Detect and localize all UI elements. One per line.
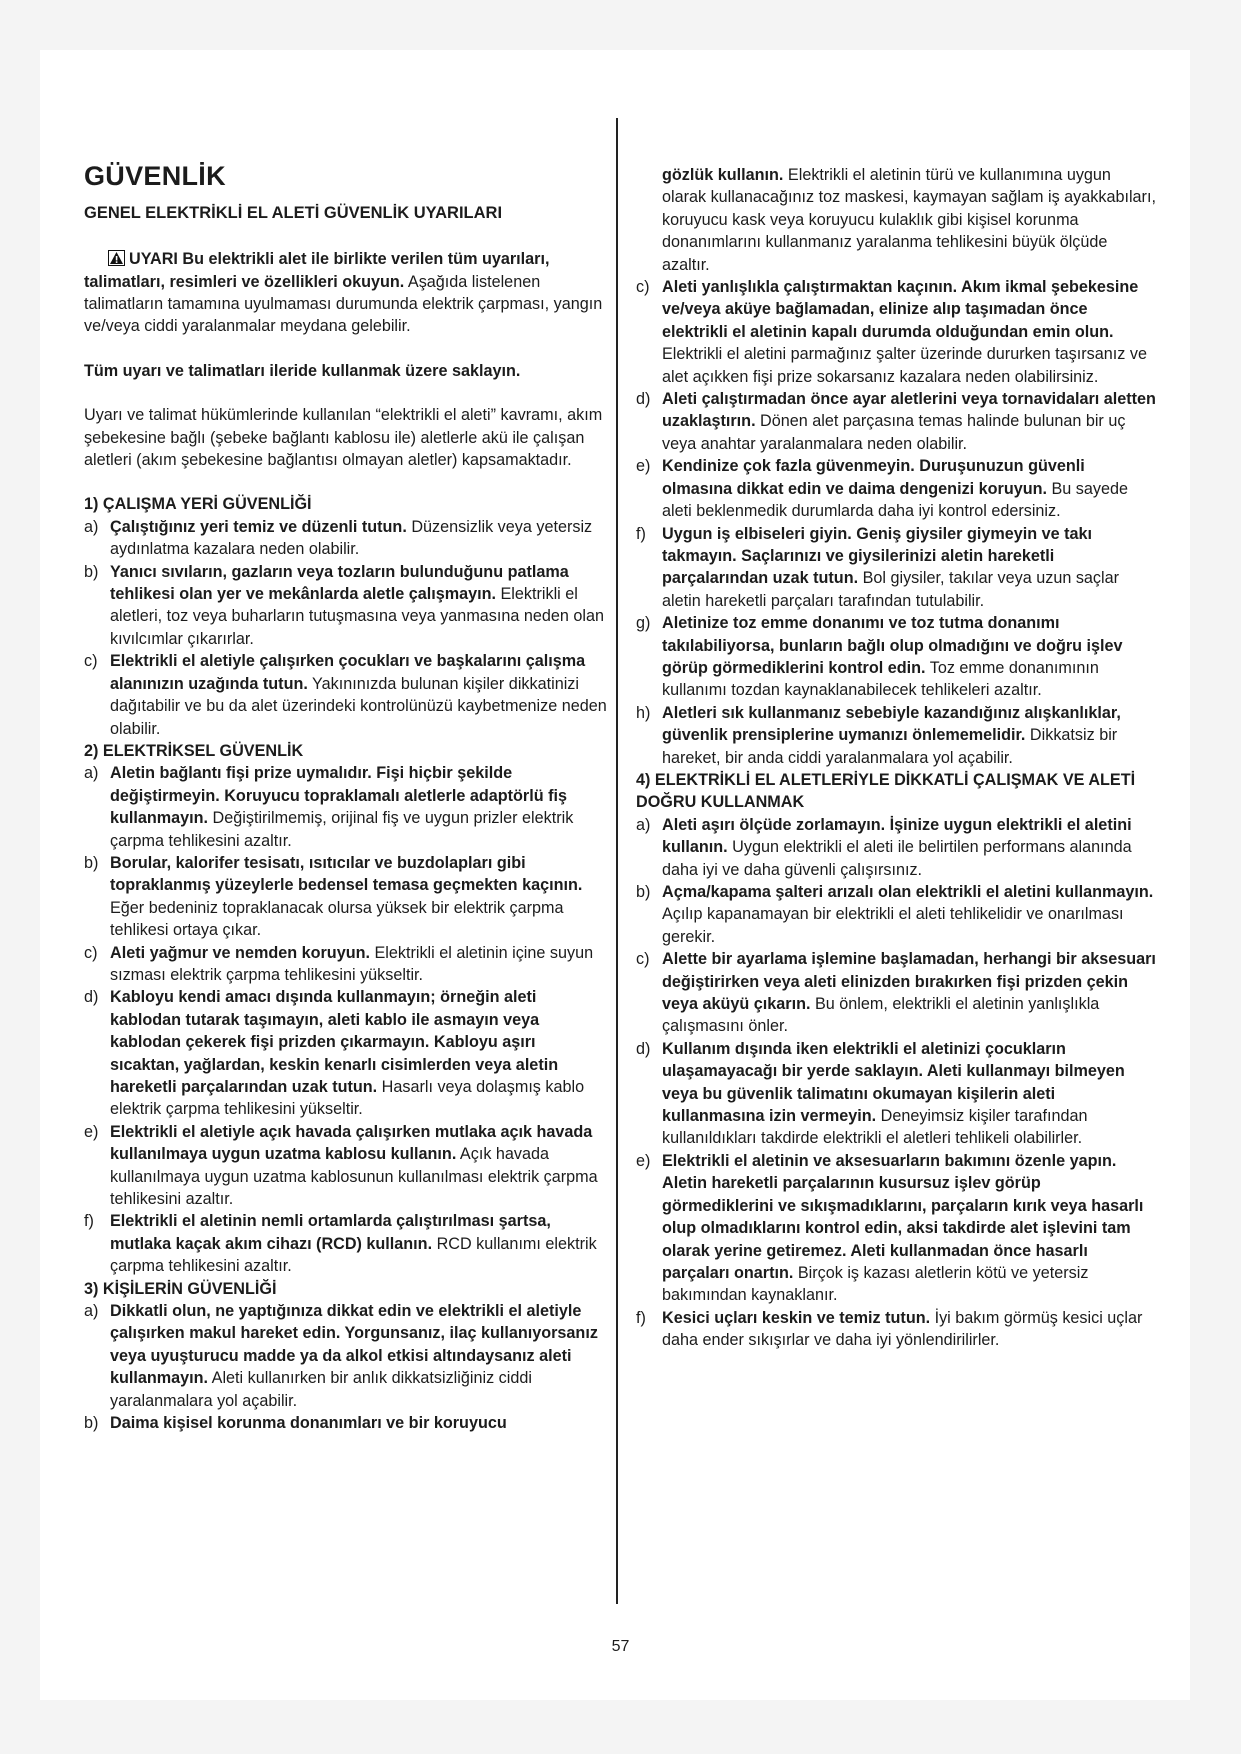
list-item: c) Aleti yağmur ve nemden koruyun. Elektrikli el aletinin içine suyun sızması elektrik çarpma tehlikesini yükseltir. [84,943,594,984]
list-item: h) Aletleri sık kullanmanız sebebiyle kazandığınız alışkanlıklar, güvenlik prensiplerine uymanızı önlememelidir. Dikkatsiz bir hareket, bir anda ciddi yaralanmalara yol açabilir. [636,703,1121,767]
list-item: g) Aletinize toz emme donanımı ve toz tutma donanımı takılabiliyorsa, bunların bağlı olup olmadığını ve doğru işlev görüp görmediklerini kontrol edin. Toz emme donanımının kullanımı tozdan kaynaklanabilecek tehlikeleri azaltır. [636,614,1123,700]
list-item: b) Daima kişisel korunma donanımları ve bir koruyucu [84,1414,507,1433]
section-2-title: 2) ELEKTRİKSEL GÜVENLİK [84,741,304,760]
section-1-title: 1) ÇALIŞMA YERİ GÜVENLİĞİ [84,495,312,514]
list-item: d) Kullanım dışında iken elektrikli el aletinizi çocukların ulaşamayacağı bir yerde saklayın. Aleti kullanmayı bilmeyen veya bu güvenlik talimatını okumayan kişilerin aleti kullanmasına izin vermeyin. Deneyimsiz kişiler tarafından kullanıldıkları takdirde elektrikli el aletleri tehlikeli olabilirler. [636,1039,1125,1148]
section-3-title: 3) KİŞİLERİN GÜVENLİĞİ [84,1279,277,1298]
list-item: b) Açma/kapama şalteri arızalı olan elektrikli el aletini kullanmayın. Açılıp kapanamayan bir elektrikli el aleti tehlikelidir ve onarılması gerekir. [636,883,1154,946]
right-column [636,164,1156,1352]
list-item: c) Alette bir ayarlama işlemine başlamadan, herhangi bir aksesuarı değiştirirken veya aleti elinizden bırakırken fişi prizden çekin veya aküyü çıkarın. Bu önlem, elektrikli el aletinin yanlışlıkla çalışmasını önler. [636,950,1156,1036]
page-number: 57 [611,1638,630,1655]
page-subtitle: GENEL ELEKTRİKLİ EL ALETİ GÜVENLİK UYARILARI [84,204,503,223]
list-item: f) Kesici uçları keskin ve temiz tutun. İyi bakım görmüş kesici uçlar daha ender sıkışırlar ve daha iyi yönlendirilirler. [636,1308,1143,1350]
warning-text: Aşağıda listelenen talimatların tamamına uyulmaması durumunda elektrik çarpması, yangın ve/veya ciddi yaralanmalar meydana gelebilir. [84,272,603,336]
page-title: GÜVENLİK [84,161,226,191]
list-item: e) Elektrikli el aletiyle açık havada çalışırken mutlaka açık havada kullanılmaya uygun uzatma kablosu kullanın. Açık havada kullanılmaya uygun uzatma kablosunun kullanılması elektrik çarpma tehlikesini azaltır. [84,1122,598,1209]
list-item: f) Uygun iş elbiseleri giyin. Geniş giysiler giymeyin ve takı takmayın. Saçlarınızı ve giysilerinizi aletin hareketli parçalarından uzak tutun. Bol giysiler, takılar veya uzun saçlar aletin hareketli parçaları tarafından tutulabilir. [636,524,1120,610]
list-item-continued: gözlük kullanın. Elektrikli el aletinin türü ve kullanımına uygun olarak kullanacağınız toz maskesi, kaymayan sağlam iş ayakkabıları, koruyucu kask veya koruyucu kulaklık gibi kişisel korunma donanımlarını kullanmanız yaralanma tehlikesini büyük ölçüde azaltır. [662,166,1156,274]
list-item: c) Aleti yanlışlıkla çalıştırmaktan kaçının. Akım ikmal şebekesine ve/veya aküye bağlamadan, elinize alıp taşımadan önce elektrikli el aletinin kapalı durumda olduğundan emin olun. Elektrikli el aletini parmağınız şalter üzerinde dururken taşırsanız ve alet açıkken fişi prize sokarsanız kazalara neden olabilirsiniz. [636,278,1147,386]
list-item: d) Aleti çalıştırmadan önce ayar aletlerini veya tornavidaları aletten uzaklaştırın. Dönen alet parçasına temas halinde bulunan bir uç veya anahtar yaralanmalara neden olabilir. [636,390,1156,453]
keep-notice: Tüm uyarı ve talimatları ileride kullanmak üzere saklayın. [84,361,521,380]
list-item: a) Çalıştığınız yeri temiz ve düzenli tutun. Düzensizlik veya yetersiz aydınlatma kazalara neden olabilir. [84,517,593,559]
list-item: d) Kabloyu kendi amacı dışında kullanmayın; örneğin aleti kablodan tutarak taşımayın, aleti kablo ile asmayın veya kablodan çekerek fişi prizden çıkarmayın. Kabloyu aşırı sıcaktan, yağlardan, keskin kenarlı cisimlerden veya aletin hareketli parçalarından uzak tutun. Hasarlı veya dolaşmış kablo elektrik çarpma tehlikesini yükseltir. [84,988,585,1119]
definition-text: Uyarı ve talimat hükümlerinde kullanılan “elektrikli el aleti” kavramı, akım şebekesine bağlı (şebeke bağlantı kablosu ile) aletlerle akü ile çalışan aletleri (akım şebekesine bağlantısı olmayan aletler) kapsamaktadır. [84,406,603,470]
list-item: e) Kendinize çok fazla güvenmeyin. Duruşunuzun güvenli olmasına dikkat edin ve daima dengenizi koruyun. Bu sayede aleti beklenmedik durumlarda daha iyi kontrol edersiniz. [636,457,1129,521]
list-item: b) Borular, kalorifer tesisatı, ısıtıcılar ve buzdolapları gibi topraklanmış yüzeylerle bedensel temasa geçmekten kaçının. Eğer bedeniniz topraklanacak olursa yüksek bir elektrik çarpma tehlikesi ortaya çıkar. [84,853,583,940]
list-item: a) Dikkatli olun, ne yaptığınıza dikkat edin ve elektrikli el aletiyle çalışırken makul hareket edin. Yorgunsanız, ilaç kullanıyorsanız veya uyuşturucu madde ya da alkol etkisi altındaysanız aleti kullanmayın. Aleti kullanırken bir anlık dikkatsizliğiniz ciddi yaralanmalara yol açabilir. [84,1302,598,1410]
section-4-title: 4) ELEKTRİKLİ EL ALETLERİYLE DİKKATLİ ÇALIŞMAK VE ALETİ DOĞRU KULLANMAK [636,770,1136,812]
warning-triangle-icon [108,250,125,266]
warning-bold: UYARI Bu elektrikli alet ile birlikte verilen tüm uyarıları, talimatları, resimleri ve özellikleri okuyun. [84,250,550,291]
list-item: e) Elektrikli el aletinin ve aksesuarların bakımını özenle yapın. Aletin hareketli parçalarının kusursuz işlev görüp görmediklerini ve sıkışmadıklarını, parçaların kırık veya hasarlı olup olmadıklarını kontrol edin, aksi takdirde alet işlevini tam olarak yerine getiremez. Aleti kullanmadan önce hasarlı parçaları onartın. Birçok iş kazası aletlerin kötü ve yetersiz bakımından kaynaklanır. [636,1151,1144,1305]
list-item: f) Elektrikli el aletinin nemli ortamlarda çalıştırılması şartsa, mutlaka kaçak akım cihazı (RCD) kullanın. RCD kullanımı elektrik çarpma tehlikesini azaltır. [84,1212,597,1276]
list-item: a) Aleti aşırı ölçüde zorlamayın. İşinize uygun elektrikli el aletini kullanın. Uygun elektrikli el aleti ile belirtilen performans alanında daha iyi ve daha güvenli çalışırsınız. [636,815,1132,879]
list-item: c) Elektrikli el aletiyle çalışırken çocukları ve başkalarını çalışma alanınızın uzağında tutun. Yakınınızda bulunan kişiler dikkatinizi dağıtabilir ve bu da alet üzerindeki kontrolünüzü kaybetmenize neden olabilir. [84,652,607,738]
left-column [84,160,609,1435]
warning-block [84,248,609,338]
column-divider [616,118,618,1604]
list-item: a) Aletin bağlantı fişi prize uymalıdır. Fişi hiçbir şekilde değiştirmeyin. Koruyucu topraklamalı aletlerle adaptörlü fiş kullanmayın. Değiştirilmemiş, orijinal fiş ve uygun prizler elektrik çarpma tehlikesini azaltır. [84,764,574,850]
list-item: b) Yanıcı sıvıların, gazların veya tozların bulunduğunu patlama tehlikesi olan yer ve mekânlarda aletle çalışmayın. Elektrikli el aletleri, toz veya buharların tutuşmasına veya yanmasına neden olan kıvılcımlar çıkarırlar. [84,562,605,648]
